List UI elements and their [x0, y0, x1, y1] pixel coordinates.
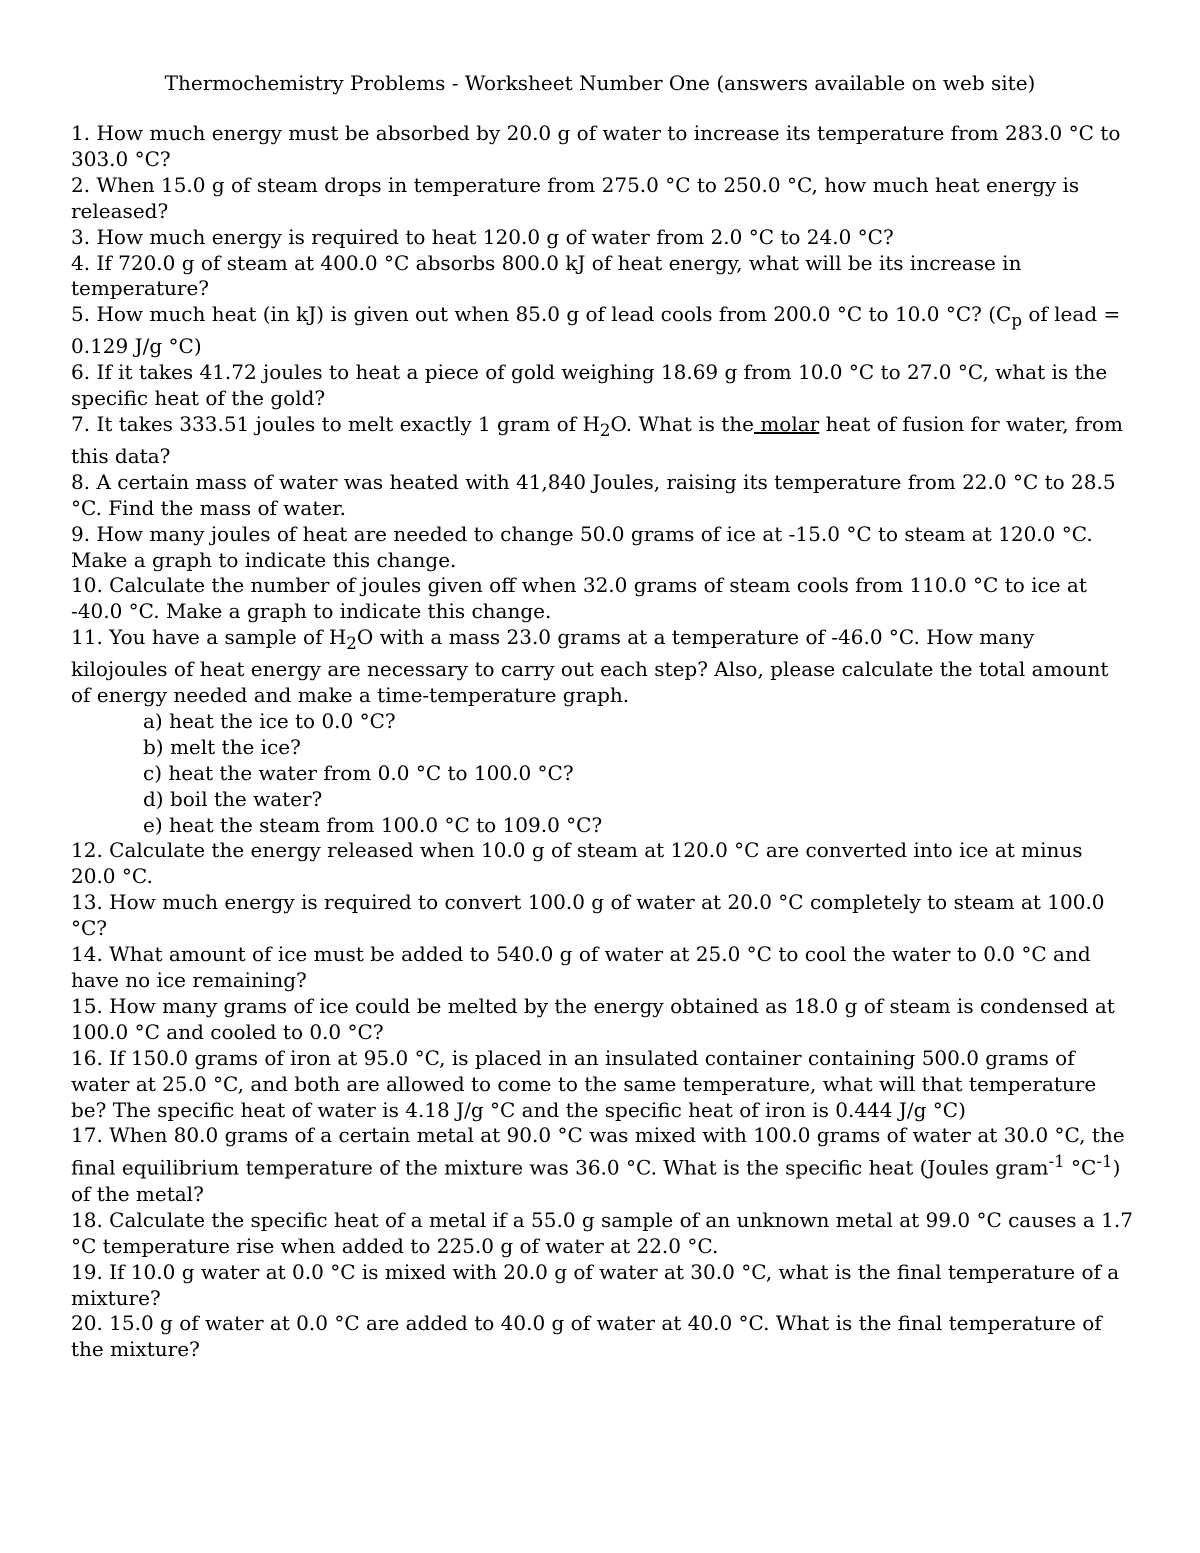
- worksheet-title: Thermochemistry Problems - Worksheet Number One (answers available on web site): [164, 71, 1036, 95]
- question-11: 11. You have a sample of $H_2O$ with a mass 23.0 grams at a temperature of -46.0 °C. How many kilojoules of heat energy are necessary to carry out each step? Also, please calculate the total amount of energy needed and make a time-temperature graph.: [71, 625, 1109, 708]
- question-11-part-c: c) heat the water from 0.0 °C to 100.0 °C?: [143, 760, 574, 785]
- question-3: 3. How much energy is required to heat 120.0 g of water from 2.0 °C to 24.0 °C?: [71, 224, 894, 249]
- question-14: 14. What amount of ice must be added to 540.0 g of water at 25.0 °C to cool the water to 0.0 °C and have no ice remaining?: [71, 942, 1091, 992]
- question-11-part-d: d) boil the water?: [143, 786, 323, 811]
- question-list: [71, 121, 1133, 1363]
- question-13: 13. How much energy is required to convert 100.0 g of water at 20.0 °C completely to steam at 100.0 °C?: [71, 890, 1105, 941]
- question-8: 8. A certain mass of water was heated with 41,840 Joules, raising its temperature from 22.0 °C to 28.5 °C. Find the mass of water.: [71, 469, 1116, 520]
- question-18: 18. Calculate the specific heat of a metal if a 55.0 g sample of an unknown metal at 99.0 °C causes a 1.7 °C temperature rise when added to 225.0 g of water at 22.0 °C.: [71, 1207, 1133, 1258]
- question-6: 6. If it takes 41.72 joules to heat a piece of gold weighing 18.69 g from 10.0 °C to 27.0 °C, what is the specific heat of the gold?: [71, 360, 1108, 411]
- question-11-part-b: b) melt the ice?: [143, 734, 301, 759]
- question-4: 4. If 720.0 g of steam at 400.0 °C absorbs 800.0 kJ of heat energy, what will be its increase in temperature?: [71, 250, 1022, 301]
- question-11-part-a: a) heat the ice to 0.0 °C?: [143, 708, 396, 733]
- question-17: 17. When 80.0 grams of a certain metal at 90.0 °C was mixed with 100.0 grams of water at 30.0 °C, the final equilibrium temperature of the mixture was 36.0 °C. What is the specific heat (Joules gram$^{-1}$ $^\circ C^{-1}$) of the metal?: [71, 1123, 1125, 1206]
- question-5: 5. How much heat (in kJ) is given out when 85.0 g of lead cools from 200.0 °C to 10.0 °C? ($C_p$ of lead = 0.129 J/g °C): [71, 302, 1121, 359]
- question-16: 16. If 150.0 grams of iron at 95.0 °C, is placed in an insulated container containing 500.0 grams of water at 25.0 °C, and both are allowed to come to the same temperature, what will that temperature be? The specific heat of water is 4.18 J/g °C and the specific heat of iron is 0.444 J/g °C): [71, 1045, 1097, 1122]
- question-2: 2. When 15.0 g of steam drops in temperature from 275.0 °C to 250.0 °C, how much heat energy is released?: [71, 172, 1080, 223]
- question-15: 15. How many grams of ice could be melted by the energy obtained as 18.0 g of steam is condensed at 100.0 °C and cooled to 0.0 °C?: [71, 993, 1115, 1044]
- question-7: 7. It takes 333.51 joules to melt exactly 1 gram of $H_2O$. What is the molar heat of fusion for water, from this data?: [71, 411, 1123, 468]
- question-12: 12. Calculate the energy released when 10.0 g of steam at 120.0 °C are converted into ice at minus 20.0 °C.: [71, 838, 1083, 889]
- question-20: 20. 15.0 g of water at 0.0 °C are added to 40.0 g of water at 40.0 °C. What is the final temperature of the mixture?: [71, 1311, 1102, 1362]
- question-19: 19. If 10.0 g water at 0.0 °C is mixed with 20.0 g of water at 30.0 °C, what is the final temperature of a mixture?: [71, 1259, 1120, 1310]
- question-10: 10. Calculate the number of joules given off when 32.0 grams of steam cools from 110.0 °C to ice at -40.0 °C. Make a graph to indicate this change.: [71, 573, 1087, 624]
- question-9: 9. How many joules of heat are needed to change 50.0 grams of ice at -15.0 °C to steam at 120.0 °C. Make a graph to indicate this change.: [71, 521, 1093, 572]
- question-1: 1. How much energy must be absorbed by 20.0 g of water to increase its temperature from 283.0 °C to 303.0 °C?: [71, 121, 1121, 171]
- molar-underlined: molar: [753, 411, 820, 436]
- question-11-part-e: e) heat the steam from 100.0 °C to 109.0 °C?: [143, 812, 603, 837]
